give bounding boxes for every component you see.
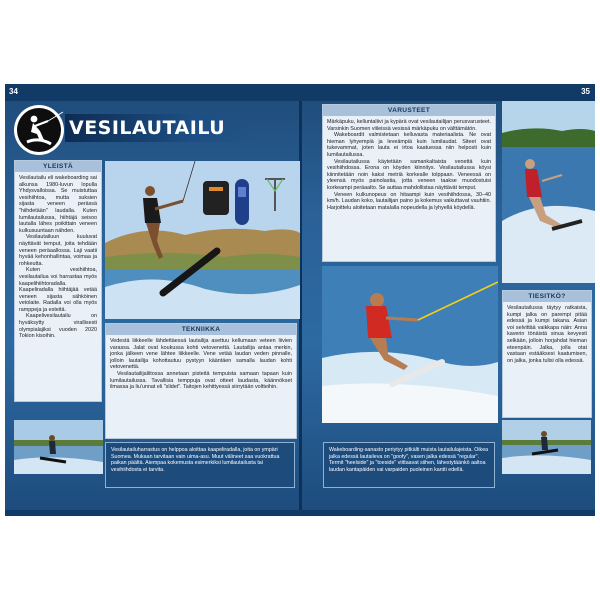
box-heading: VARUSTEET <box>323 105 495 116</box>
info-box-tiesitko <box>502 290 592 418</box>
paragraph: Wakeboardit valmistetaan kelluvasta materiaalista. Ne ovat hieman lyhyempiä ja leveämpiä kuin lumilaudat. Siteet ovat tukevammat, joten lauta ei irtoa kaatuessa niin helposti kuin lumilautailussa. <box>327 132 491 158</box>
bottom-bar <box>5 510 595 516</box>
paragraph: Vesilautailussa täytyy ratkaista, kumpi jalka on parempi pitää edessä ja kumpi takana. Asian voi selvittää vaikkapa näin: Anna kaverin tönäistä sinua kevyesti selkään, jolloin horjahdat hieman eteenpäin. Jalka, jolla otat vastaan estääksesi kaatumisen, on jalka, jonka tulisi olla edessä. <box>507 305 587 364</box>
box-body <box>106 335 296 394</box>
box-heading: TEKNIIKKA <box>106 324 296 335</box>
page-number-left: 34 <box>9 87 18 96</box>
page-title: VESILAUTAILU <box>69 117 226 139</box>
info-box-tekniikka <box>105 323 297 439</box>
paragraph: Vedestä liikkeelle lähdettäessä lautailija asettuu kellumaan veteen liivien varassa. Jalat ovat koukussa kohti vetovenettä. Lautailija antaa merkin, jonka jälkeen vene lähtee liikkeelle. Vene vetää laudan veden pinnalle, jolloin lautailija kohottautuu pystyyn kääntäen samalla laudan kohti vetovenettä. <box>110 338 292 371</box>
box-heading: YLEISTÄ <box>15 161 101 172</box>
wakeboarder-photo <box>105 161 300 319</box>
caption-left: Vesilautailuharrastus on helppoa aloittaa kaapeliradalla, joita on ympäri Suomea. Mukaan tarvitaan vain uima-asu. Muut välineet saa vuokrattua paikan päältä. Aiempaa kokemusta esimerkiksi lumilautailusta tai vesihiihdosta ei tarvita. <box>105 442 295 488</box>
title-banner <box>65 114 251 142</box>
magazine-spread <box>5 84 595 516</box>
wakeboard-jump-photo <box>322 266 498 423</box>
wakeboarder-logo-icon <box>13 104 65 156</box>
paragraph: Veneen kulkunopeus on hitaampi kuin vesihiihdossa, 30–40 km/h. Laudan koko, lautailijan paino ja kokemus vaikuttavat vauhtiin. Harjoittelu aloitetaan matalalla nopeudella ja lyhyellä köydellä. <box>327 191 491 211</box>
cable-park-photo-left <box>14 420 103 474</box>
box-body <box>323 116 495 214</box>
page-number-right: 35 <box>581 87 590 96</box>
info-box-varusteet <box>322 104 496 262</box>
paragraph: Vesilautailu eli wakeboarding sai alkunsa 1980-luvun lopulla Yhdysvalloissa. Se muistuttaa vesihiihtoa, mutta suksien sijasta veneen perässä "hiihdetään" laudalla. Kuten lumilautailussa, hiihtäjä seisoo lautalla lähes poikittain veneen kulkusuuntaan nähden. <box>19 175 97 234</box>
paragraph: Kaapelivesilautailu on hyväksytty virallisesti olympialajiksi vuoden 2020 Tokion kisoihin. <box>19 313 97 340</box>
box-body <box>503 302 591 367</box>
info-box-yleista <box>14 160 102 402</box>
top-bar <box>5 84 595 101</box>
caption-right: Wakeboarding-sanasto periytyy pitkälti muista lautailulajeista. Oikea jalka edessä lautaileva on "goofy", vasen jalka edessä "regular". Termit "heelside" ja "toeside" viittaavat siihen, lähestytäänkö aaltoa laudan kantapäiden vai varpaiden puoleinen kantti edellä. <box>323 442 495 488</box>
box-heading: TIESITKÖ? <box>503 291 591 302</box>
paragraph: Kuten vesihiihtoa, vesilautailua voi harrastaa myös kaapelihiihtoradalla. Kaapeliradalla hiihtäjää vetää veneen sijasta sähköinen vetolaite. Radalla voi olla myös ramppeja ja esteitä. <box>19 267 97 313</box>
cable-park-photo-right <box>502 420 591 474</box>
paragraph: Vesilautailijaliitossa annetaan pisteitä tempuista samaan tapaan kuin lumilautailussa. Tavallisia temppuja ovat otteet laudasta, käännökset ilmassa ja liu'unnat eli "slidet". Taitojen kehittyessä siirrytään voltteihin. <box>110 370 292 391</box>
box-body <box>15 172 101 343</box>
paragraph: Vesilautailuun kuuluvat näyttävät temput, joita tehdään veneen peräaallossa. Laji vaatii hyvää kehonhallintaa, voimaa ja rohkeutta. <box>19 234 97 267</box>
paragraph: Märkäpuku, kelluntaliivi ja kypärä ovat vesilautailijan perusvarusteet. Varsinkin Suomen viileissä vesissä märkäpuku on välttämätön. <box>327 119 491 132</box>
wakeboarder-photo-right <box>502 101 595 283</box>
paragraph: Vesilautailussa käytetään samankaltaista venettä kuin vesihiihdossa. Erona on köyden kiinnitys. Vesilautailussa köysi kiinnitetään noin kaksi metriä korkealle tolppaan. Veneessä on yleensä myös painolastia, jotta veneen taakse muodostuisi korkeampi peräaalto. Se auttaa mahdollistaa näyttävät temput. <box>327 158 491 191</box>
